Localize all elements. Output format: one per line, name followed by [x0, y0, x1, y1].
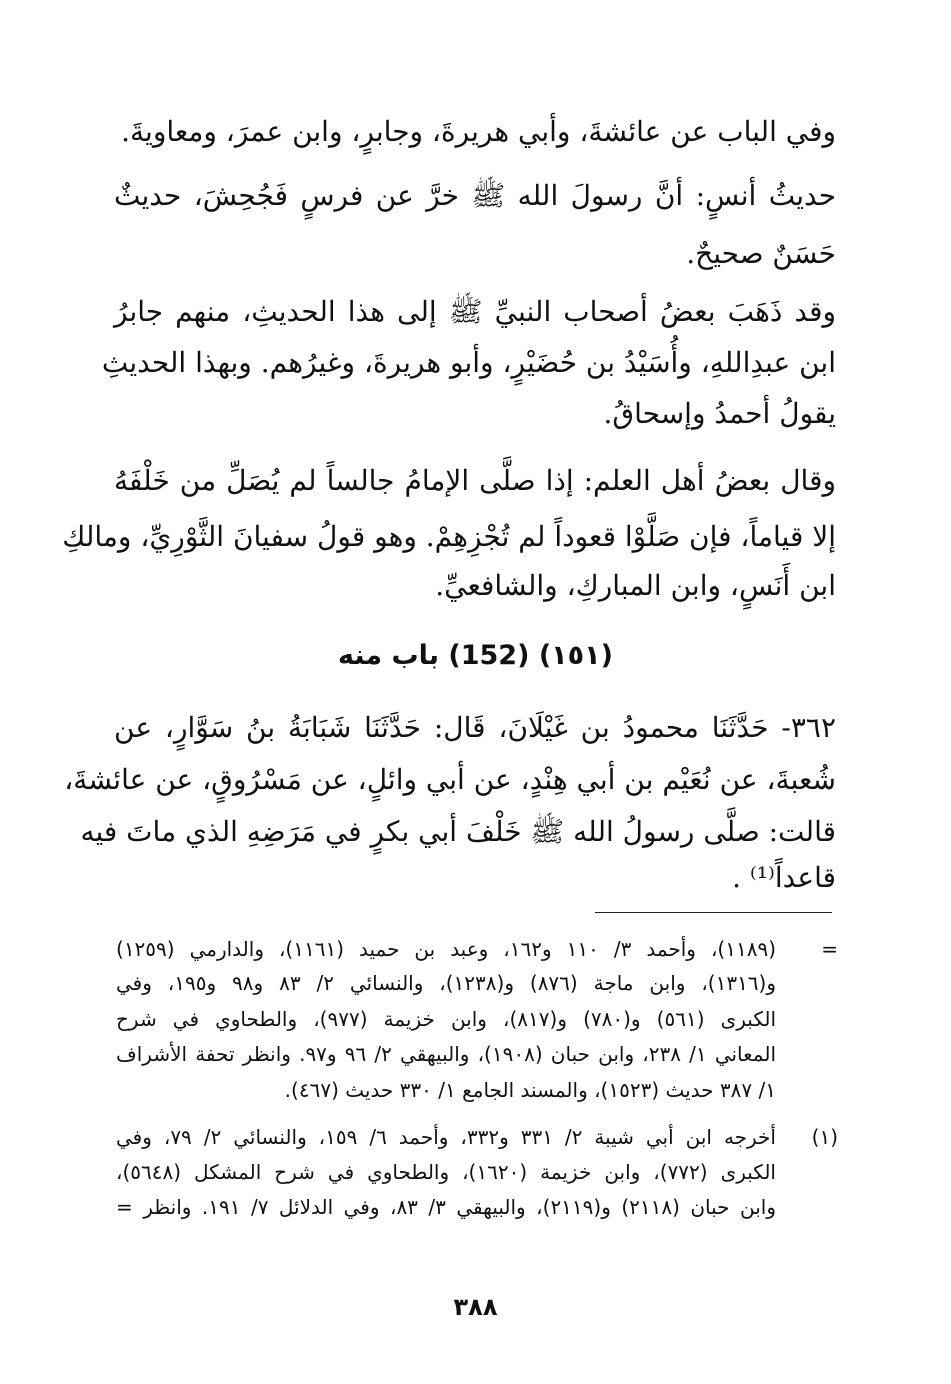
footnote-continuation-marker: = [821, 937, 838, 961]
hadith-362-line-4: قاعداً⁽¹⁾ . [732, 861, 836, 894]
footnote-1-line-3: وابن حبان (٢١١٨) و(٢١١٩)، والبيهقي ٣/ ٨٣، وفي الدلائل ٧/ ١٩١. وانظر = [116, 1195, 777, 1219]
paragraph-3-line-2: ابن عبدِاللهِ، وأُسَيْدُ بن حُضَيْرٍ، وأبو هريرةَ، وغيرُهم. وبهذا الحديثِ [101, 346, 836, 379]
footnote-continuation-line-1: (١١٨٩)، وأحمد ٣/ ١١٠ و١٦٢، وعبد بن حميد (١١٦١)، والدارمي (١٢٥٩) [116, 937, 776, 961]
footnote-continuation-line-3: الكبرى (٥٦١) و(٧٨٠) و(٨١٧)، وابن خزيمة (٩٧٧)، والطحاوي في شرح [116, 1007, 777, 1031]
paragraph-4-line-3: ابن أَنَسٍ، وابن المباركِ، والشافعيِّ. [435, 569, 836, 602]
footnote-separator [595, 912, 832, 913]
hadith-362-line-3: قالت: صلَّى رسولُ الله ﷺ خَلْفَ أبي بكرٍ في مَرَضِهِ الذي ماتَ فيه [80, 815, 836, 848]
section-heading: (١٥١) (152) باب منه [338, 640, 613, 671]
paragraph-4-line-1: وقال بعضُ أهل العلم: إذا صلَّى الإمامُ جالساً لم يُصَلِّ من خَلْفَهُ [114, 464, 836, 497]
hadith-362-line-1: ٣٦٢- حَدَّثَنَا محمودُ بن غَيْلَانَ، قَال: حَدَّثَنَا شَبَابَةُ بنُ سَوَّارٍ، عن [114, 711, 836, 744]
paragraph-3-line-1: وقد ذَهَبَ بعضُ أصحاب النبيِّ ﷺ إلى هذا الحديثِ، منهم جابرُ [114, 295, 836, 328]
footnote-continuation-line-2: و(١٣١٦)، وابن ماجة (٨٧٦) و(١٢٣٨)، والنسائي ٢/ ٨٣ و٩٨ و١٩٥، وفي [116, 971, 777, 995]
footnote-1-marker: (١) [811, 1125, 838, 1149]
footnote-continuation-line-5: ١/ ٣٨٧ حديث (١٥٢٣)، والمسند الجامع ١/ ٣٣٠ حديث (٤٦٧). [284, 1078, 776, 1102]
hadith-362-line-2: شُعبةَ، عن نُعَيْم بن أبي هِنْدٍ، عن أبي وائلٍ، عن مَسْرُوقٍ، عن عائشةَ، [64, 763, 836, 796]
page-number: ٣٨٨ [453, 1293, 498, 1321]
paragraph-2-line-2: حَسَنٌ صحيحٌ. [686, 237, 836, 270]
footnote-1-line-2: الكبرى (٧٧٢)، وابن خزيمة (١٦٢٠)، والطحاوي في شرح المشكل (٥٦٤٨)، [116, 1160, 776, 1184]
paragraph-3-line-3: يقولُ أحمدُ وإسحاقُ. [603, 397, 836, 430]
paragraph-1-line-1: وفي الباب عن عائشةَ، وأبي هريرةَ، وجابرٍ، وابن عمرَ، ومعاويةَ. [121, 115, 836, 148]
paragraph-4-line-2: إلا قياماً، فإن صَلَّوْا قعوداً لم تُجْزِهِمْ. وهو قولُ سفيانَ الثَّوْرِيِّ، ومالكِ [62, 520, 836, 553]
paragraph-2-line-1: حديثُ أنسٍ: أنَّ رسولَ الله ﷺ خرَّ عن فرسٍ فَجُحِشَ، حديثٌ [114, 179, 836, 212]
footnote-continuation-line-4: المعاني ١/ ٢٣٨، وابن حبان (١٩٠٨)، والبيهقي ٢/ ٩٦ و٩٧. وانظر تحفة الأشراف [116, 1042, 777, 1066]
footnote-1-line-1: أخرجه ابن أبي شيبة ٢/ ٣٣١ و٣٣٢، وأحمد ٦/ ١٥٩، والنسائي ٢/ ٧٩، وفي [116, 1125, 776, 1149]
